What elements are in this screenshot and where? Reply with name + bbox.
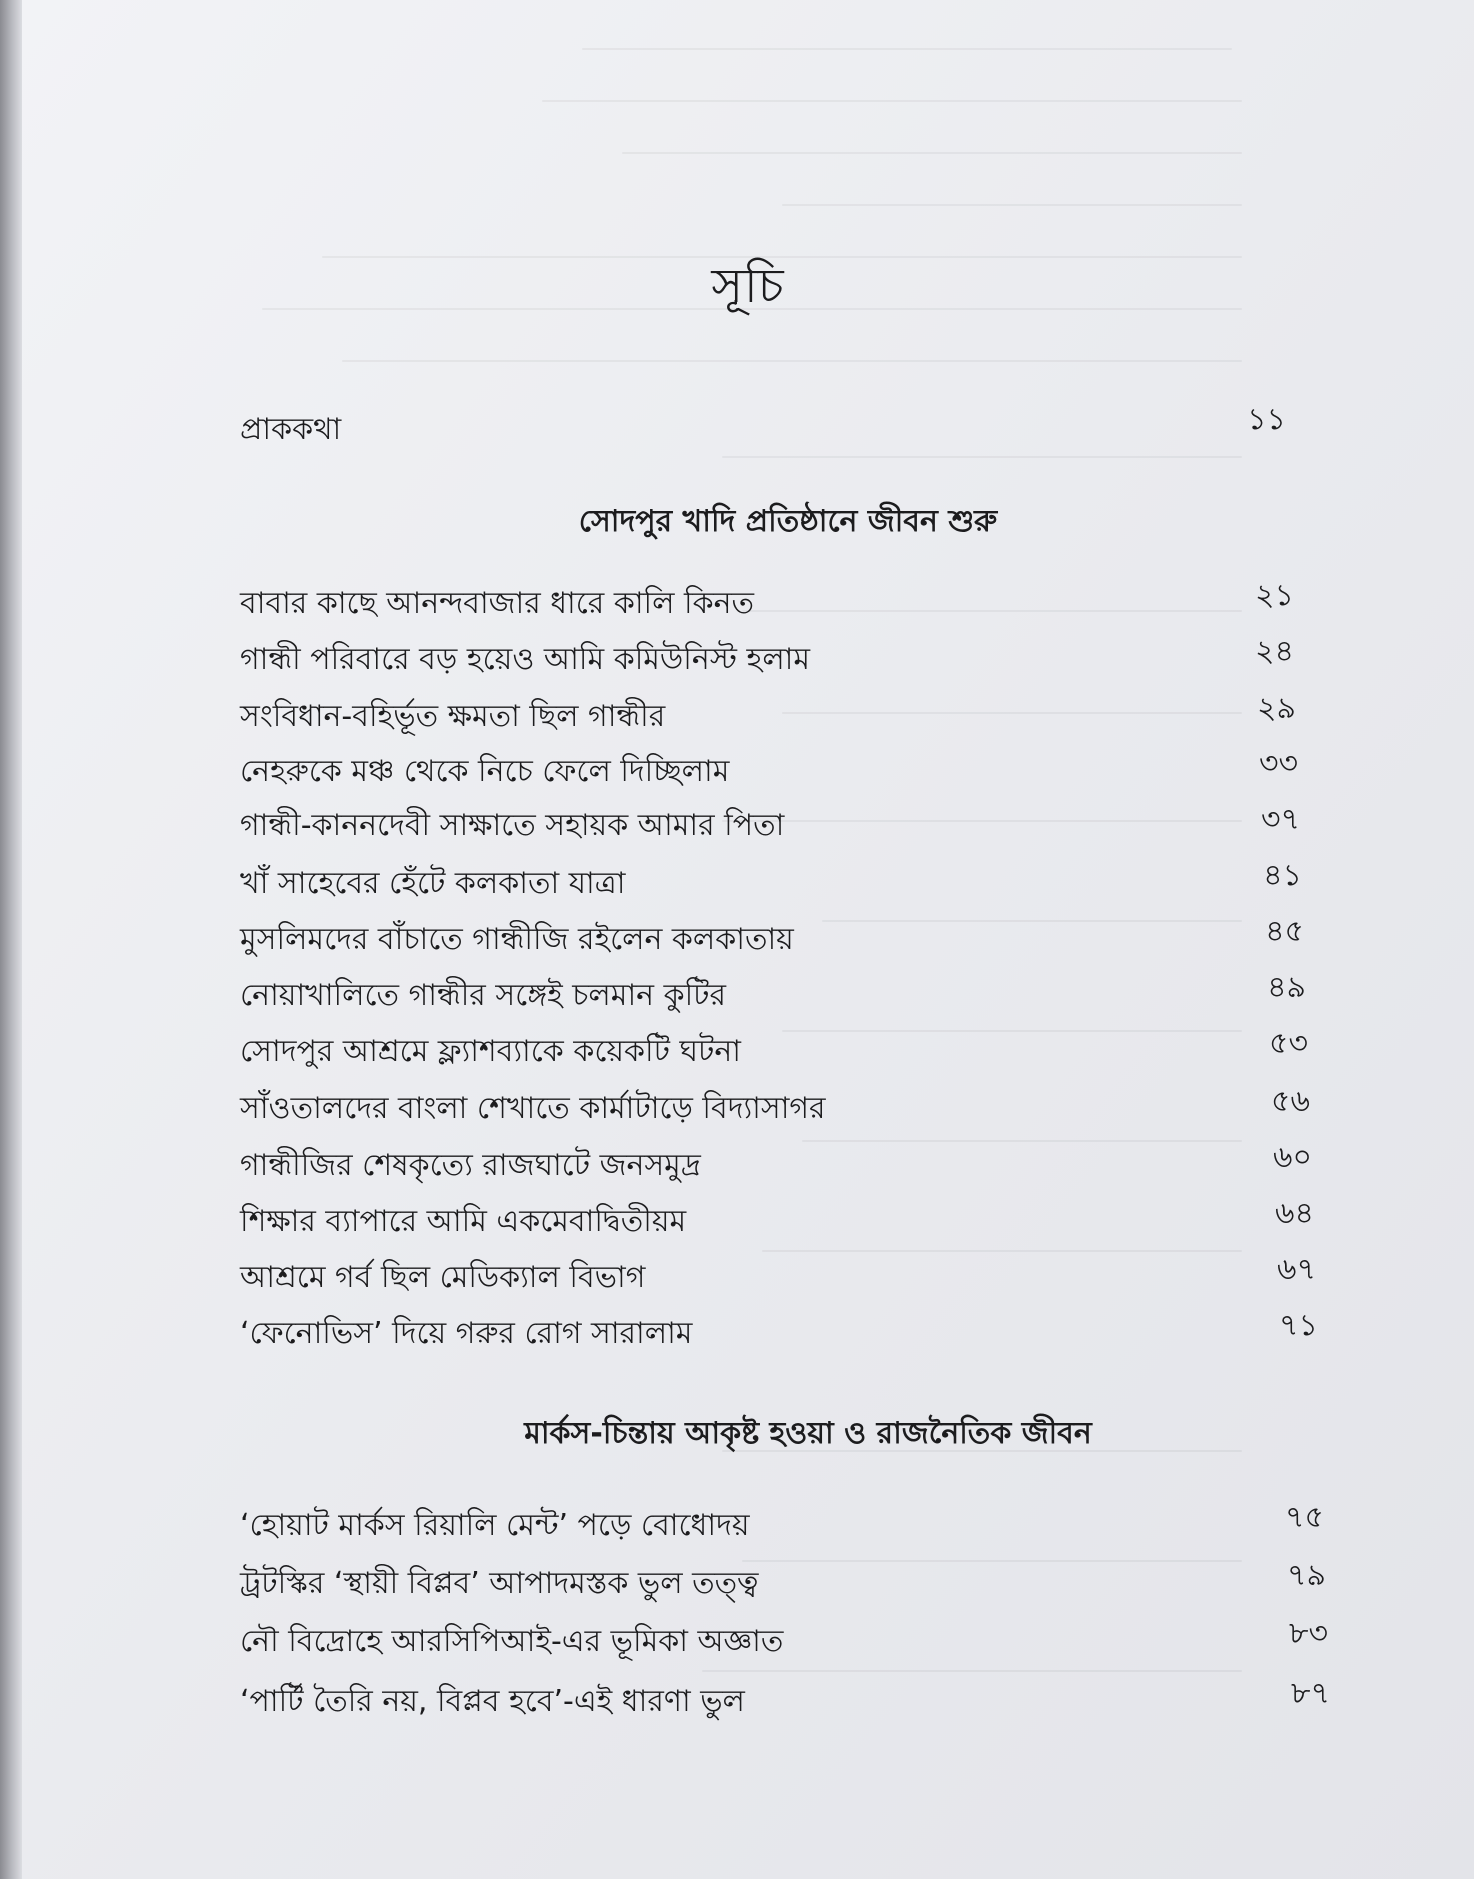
page-edge	[0, 0, 22, 1879]
toc-entry-page: ১১	[1247, 402, 1286, 437]
toc-entry-title: খাঁ সাহেবের হেঁটে কলকাতা যাত্রা	[240, 866, 626, 901]
toc-entry-page: ৪৫	[1265, 914, 1304, 949]
toc-entry-page: ৭৯	[1287, 1558, 1326, 1593]
toc-entry-title: ট্রটস্কির ‘স্থায়ী বিপ্লব’ আপাদমস্তক ভুল তত্ত্ব	[240, 1566, 759, 1601]
toc-entry-title: বাবার কাছে আনন্দবাজার ধারে কালি কিনত	[240, 586, 754, 621]
toc-entry-title: সোদপুর আশ্রমে ফ্ল্যাশব্যাকে কয়েকটি ঘটনা	[240, 1034, 741, 1069]
toc-entry-page: ৬০	[1272, 1140, 1312, 1175]
toc-entry-page: ৫৬	[1271, 1084, 1310, 1119]
toc-entry-title: শিক্ষার ব্যাপারে আমি একমেবাদ্বিতীয়ম	[240, 1204, 687, 1239]
toc-entry-title: সাঁওতালদের বাংলা শেখাতে কার্মাটাড়ে বিদ্যাসাগর	[240, 1091, 826, 1126]
toc-entry-title: সংবিধান-বহির্ভূত ক্ষমতা ছিল গান্ধীর	[240, 699, 666, 734]
toc-entry-page: ৩৭	[1260, 802, 1300, 837]
toc-entry-title: গান্ধী-কাননদেবী সাক্ষাতে সহায়ক আমার পিতা	[240, 808, 785, 843]
book-page	[22, 0, 1474, 1879]
toc-entry-page: ৪১	[1263, 858, 1302, 893]
toc-entry-page: ৬৪	[1275, 1196, 1314, 1231]
toc-entry-page: ২৪	[1255, 634, 1294, 669]
toc-entry-title: নৌ বিদ্রোহে আরসিপিআই-এর ভূমিকা অজ্ঞাত	[240, 1624, 784, 1659]
toc-entry-page: ২১	[1255, 578, 1294, 613]
toc-entry-title: গান্ধী পরিবারে বড় হয়েও আমি কমিউনিস্ট হলাম	[240, 642, 811, 677]
section-heading: সোদপুর খাদি প্রতিষ্ঠানে জীবন শুরু	[578, 504, 998, 539]
toc-entry-title: নোয়াখালিতে গান্ধীর সঙ্গেই চলমান কুটির	[240, 978, 726, 1013]
toc-entry-title: আশ্রমে গর্ব ছিল মেডিক্যাল বিভাগ	[240, 1260, 646, 1295]
toc-entry-title: ‘ফেনোভিস’ দিয়ে গরুর রোগ সারালাম	[240, 1316, 693, 1351]
toc-entry-page: ৮৭	[1291, 1676, 1330, 1711]
toc-title: সূচি	[711, 258, 785, 314]
toc-entry-page: ৫৩	[1269, 1026, 1308, 1061]
toc-entry-title: ‘পার্টি তৈরি নয়, বিপ্লব হবে’-এই ধারণা ভুল	[240, 1684, 745, 1719]
toc-entry-title: ‘হোয়াট মার্কস রিয়ালি মেন্ট’ পড়ে বোধোদয়	[240, 1508, 750, 1543]
toc-entry-title: নেহরুকে মঞ্চ থেকে নিচে ফেলে দিচ্ছিলাম	[240, 754, 730, 789]
toc-entry-title: মুসলিমদের বাঁচাতে গান্ধীজি রইলেন কলকাতায়	[240, 922, 794, 957]
toc-entry-page: ২৯	[1257, 691, 1296, 726]
toc-entry-page: ৪৯	[1267, 970, 1306, 1005]
toc-entry-page: ৮৩	[1289, 1616, 1328, 1651]
section-heading: মার্কস-চিন্তায় আকৃষ্ট হওয়া ও রাজনৈতিক জীবন	[524, 1416, 1092, 1451]
toc-entry-page: ৭১	[1279, 1308, 1318, 1343]
toc-entry-title: গান্ধীজির শেষকৃত্যে রাজঘাটে জনসমুদ্র	[240, 1148, 701, 1183]
toc-entry-page: ৩৩	[1258, 746, 1298, 781]
toc-entry-page: ৬৭	[1276, 1252, 1316, 1287]
toc-entry-page: ৭৫	[1285, 1500, 1324, 1535]
toc-entry-title: প্রাককথা	[240, 412, 342, 447]
